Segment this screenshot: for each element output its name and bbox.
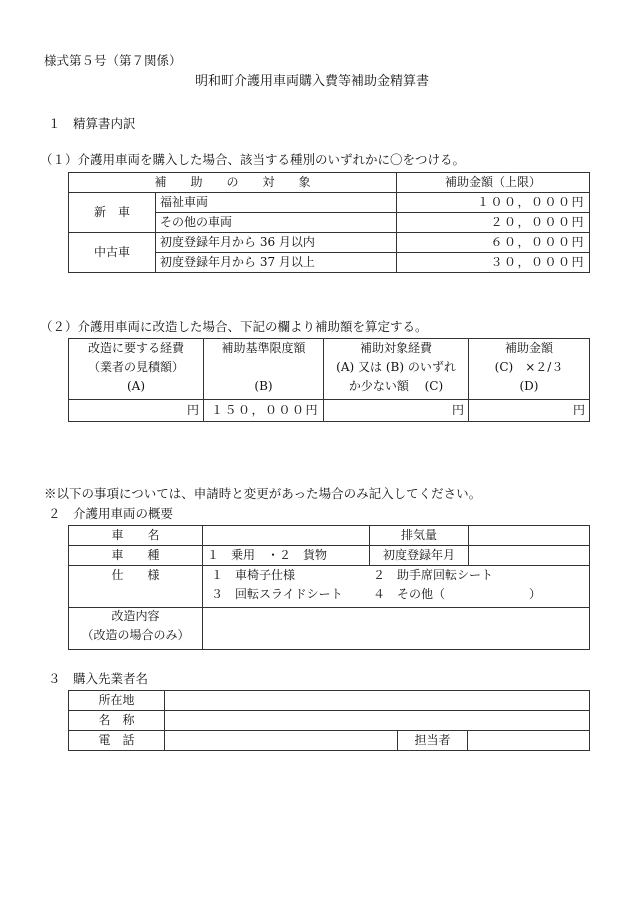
header-c-line3: か少ない額 (C) [348,379,444,393]
part1-caption: （１）介護用車両を購入した場合、該当する種別のいずれかに〇をつける。 [40,152,466,167]
vehicle-type-label: 車 種 [69,546,203,566]
contact-label: 担当者 [398,731,468,751]
value-d[interactable]: 円 [469,400,590,422]
dealer-table [68,690,590,751]
table-row [69,566,590,608]
address-label: 所在地 [69,691,165,711]
header-d-line1: 補助金額 [504,341,553,355]
header-d-line3: (D) [519,379,539,393]
header-a-line2: （業者の見積額） [87,360,184,374]
form-number: 様式第５号（第７関係） [44,53,182,68]
spec-label: 仕 様 [69,566,203,608]
header-a-line1: 改造に要する経費 [87,341,184,355]
first-registration-field[interactable] [469,546,590,566]
header-subject: 補 助 の 対 象 [69,173,397,193]
vehicle-type-options[interactable]: １ 乗用 ・２ 貨物 [203,546,370,566]
dealer-name-label: 名 称 [69,711,165,731]
table-row [69,546,590,566]
header-amount: 補助金額（上限） [397,173,590,193]
displacement-label: 排気量 [370,526,469,546]
table-row [69,731,590,751]
header-d-line2: (C) ×２/３ [494,360,564,374]
modification-label [69,608,203,650]
spec-option-2: ２ 助手席回転シート [373,568,494,582]
table-row [69,526,590,546]
address-field[interactable] [165,691,590,711]
modification-label-line1: 改造内容 [111,608,160,623]
used-car-label: 中古車 [69,233,156,273]
amount-cell: ６０，０００円 [397,233,590,253]
header-subsidy-amount [469,339,590,400]
amount-cell: ２０，０００円 [397,213,590,233]
subject-cell: その他の車両 [156,213,397,233]
amount-cell: １００，０００円 [397,193,590,213]
spec-option-4: ４ その他（ ） [373,587,542,601]
spec-option-1: １ 車椅子仕様 [211,568,296,582]
amount-cell: ３０，０００円 [397,253,590,273]
spec-options[interactable] [203,566,590,608]
phone-label: 電 話 [69,731,165,751]
header-modification-cost [69,339,204,400]
header-c-line1: 補助対象経費 [359,341,432,355]
spec-option-3: ３ 回転スライドシート [211,587,343,601]
vehicle-name-label: 車 名 [69,526,203,546]
first-registration-label: 初度登録年月 [370,546,469,566]
modification-field[interactable] [203,608,590,650]
value-a[interactable]: 円 [69,400,204,422]
table-row [69,233,590,253]
purchase-subsidy-table [68,172,590,273]
subject-cell: 初度登録年月から 37 月以上 [156,253,397,273]
phone-field[interactable] [165,731,398,751]
table-header-row [69,339,590,400]
value-c[interactable]: 円 [324,400,469,422]
part2-caption: （２）介護用車両に改造した場合、下記の欄より補助額を算定する。 [40,319,428,334]
table-header-row [69,173,590,193]
header-standard-limit [204,339,324,400]
dealer-name-field[interactable] [165,711,590,731]
change-note: ※以下の事項については、申請時と変更があった場合のみ記入してください。 [44,486,482,501]
vehicle-overview-table [68,525,590,650]
table-row [69,608,590,650]
subject-cell: 初度登録年月から 36 月以内 [156,233,397,253]
table-row [69,400,590,422]
header-b-line1: 補助基準限度額 [221,341,306,355]
header-c-line2: (A) 又は (B) のいずれ [336,360,456,374]
section1-heading: １ 精算書内訳 [48,116,136,131]
value-b: １５０，０００円 [204,400,324,422]
header-eligible-cost [324,339,469,400]
vehicle-name-field[interactable] [203,526,370,546]
section3-heading: ３ 購入先業者名 [48,671,149,686]
new-car-label: 新 車 [69,193,156,233]
subject-cell: 福祉車両 [156,193,397,213]
header-b-line3: (B) [254,379,273,393]
header-a-line3: (A) [126,379,146,393]
table-row [69,193,590,213]
section2-heading: ２ 介護用車両の概要 [48,506,174,521]
document-title: 明和町介護用車両購入費等補助金精算書 [195,74,430,89]
table-row [69,711,590,731]
modification-label-line2: （改造の場合のみ） [81,627,190,642]
displacement-field[interactable] [469,526,590,546]
table-row [69,691,590,711]
contact-field[interactable] [468,731,590,751]
modification-subsidy-table [68,338,590,422]
